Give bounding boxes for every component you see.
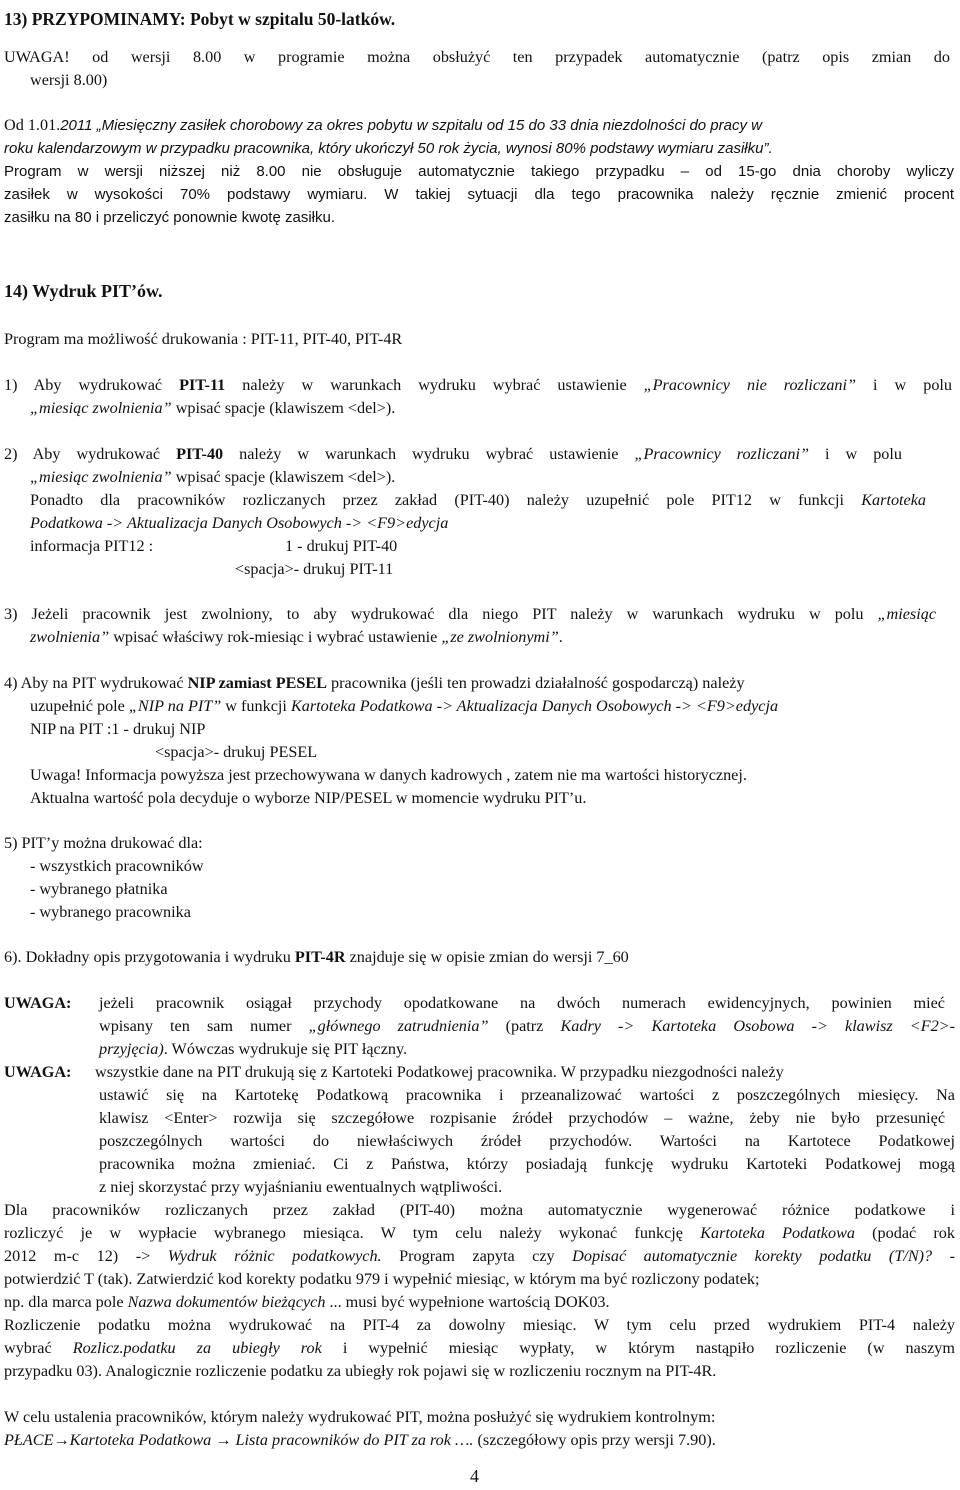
item-4-nip-option-2: <spacja>- drukuj PESEL	[155, 743, 318, 761]
uwaga-1-label: UWAGA:	[4, 994, 72, 1012]
item-3-line-2: zwolnienia” wpisać właściwy rok-miesiąc i wybrać ustawienie „ze zwolnionymi”.	[30, 628, 563, 646]
uwaga-2-line-4: poszczególnych wartości do niewłaściwych źródeł przychodów. Wartości na Kartotece Podatkowej	[99, 1132, 955, 1150]
section-13-para-line-5: zasiłku na 80 i przeliczyć ponownie kwotę zasiłku.	[4, 209, 335, 226]
diff-line-3: 2012 m-c 12) -> Wydruk różnic podatkowych. Program zapyta czy Dopisać automatycznie korekty podatku (T/N)? -	[4, 1247, 956, 1265]
diff-line-2: rozliczyć je w wypłacie wybranego miesiąca. W tym celu należy wykonać funkcję Kartoteka Podatkowa (podać rok	[4, 1224, 955, 1242]
uwaga-1-line-1: jeżeli pracownik osiągał przychody opodatkowane na dwóch numerach ewidencyjnych, powinien mieć	[99, 994, 945, 1012]
item-4-note-line-1: Uwaga! Informacja powyższa jest przechowywana w danych kadrowych , zatem nie ma wartości historycznej.	[30, 766, 747, 784]
item-2-pit12-option-2: <spacja>- drukuj PIT-11	[235, 560, 394, 578]
settle-line-1: Rozliczenie podatku można wydrukować na PIT-4 za dowolny miesiąc. W tym celu przed wydrukiem PIT-4 należy	[4, 1316, 955, 1334]
item-2-line-1: 2) Aby wydrukować PIT-40 należy w warunkach wydruku wybrać ustawienie „Pracownicy rozliczani” i w polu	[4, 445, 902, 463]
section-13-warning: UWAGA! od wersji 8.00 w programie można obsłużyć ten przypadek automatycznie (patrz opis zmian do	[4, 48, 950, 66]
item-1-line-1: 1) Aby wydrukować PIT-11 należy w warunkach wydruku wybrać ustawienie „Pracownicy nie rozliczani” i w polu	[4, 376, 953, 394]
section-13-warning-cont: wersji 8.00)	[30, 71, 108, 89]
diff-line-4: potwierdzić T (tak). Zatwierdzić kod korekty podatku 979 i wypełnić miesiąc, w którym ma być rozliczony podatek;	[4, 1270, 760, 1288]
uwaga-2-line-5: pracownika można zmieniać. Ci z Państwa, którzy posiadają funkcję wydruku Kartoteki Podatkowej mogą	[99, 1155, 955, 1173]
item-5-title: 5) PIT’y można drukować dla:	[4, 834, 203, 852]
section-13-para-line-3: Program w wersji niższej niż 8.00 nie obsługuje automatycznie takiego przypadku – od 15-go dnia choroby wyliczy	[4, 163, 954, 180]
item-5-option-3: - wybranego pracownika	[30, 903, 191, 921]
item-2-line-3: Ponadto dla pracowników rozliczanych przez zakład (PIT-40) należy uzupełnić pole PIT12 w funkcji Kartoteka	[30, 491, 926, 509]
settle-line-2: wybrać Rozlicz.podatku za ubiegły rok i wypełnić miesiąc wypłaty, w którym nastąpiło rozliczenie (w naszym	[4, 1339, 955, 1357]
item-4-nip-option-1: NIP na PIT :1 - drukuj NIP	[30, 720, 206, 738]
uwaga-2-line-3: klawisz <Enter> rozwija się szczegółowe rozpisanie źródeł przychodów – ważne, żeby nie było przesunięć	[99, 1109, 945, 1127]
item-5-option-1: - wszystkich pracowników	[30, 857, 204, 875]
item-5-option-2: - wybranego płatnika	[30, 880, 168, 898]
item-1-line-2: „miesiąc zwolnienia” wpisać spacje (klawiszem <del>).	[30, 399, 396, 417]
item-6-line: 6). Dokładny opis przygotowania i wydruku PIT-4R znajduje się w opisie zmian do wersji 7_60	[4, 948, 629, 966]
uwaga-1-line-2: wpisany ten sam numer „głównego zatrudnienia” (patrz Kadry -> Kartoteka Osobowa -> klawisz <F2>-	[99, 1017, 955, 1035]
uwaga-1-line-3: przyjęcia). Wówczas wydrukuje się PIT łączny.	[99, 1040, 408, 1058]
section-13-para-line-4: zasiłek w wysokości 70% podstawy wymiaru. W takiej sytuacji dla tego pracownika należy ręcznie zmienić procent	[4, 186, 954, 203]
uwaga-2-line-1: wszystkie dane na PIT drukują się z Kartoteki Podatkowej pracownika. W przypadku niezgodności należy	[95, 1063, 784, 1081]
item-2-line-4: Podatkowa -> Aktualizacja Danych Osobowych -> <F9>edycja	[30, 514, 449, 532]
uwaga-2-line-2: ustawić się na Kartotekę Podatkową pracownika i przeanalizować wartości z poszczególnych miesięcy. Na	[99, 1086, 955, 1104]
item-4-line-2: uzupełnić pole „NIP na PIT” w funkcji Kartoteka Podatkowa -> Aktualizacja Danych Osobowych -> <F9>edycja	[30, 697, 779, 715]
section-14-title: 14) Wydruk PIT’ów.	[4, 281, 163, 301]
item-2-line-2: „miesiąc zwolnienia” wpisać spacje (klawiszem <del>).	[30, 468, 396, 486]
item-3-line-1: 3) Jeżeli pracownik jest zwolniony, to aby wydrukować dla niego PIT należy w warunkach wydruku w polu „miesiąc	[4, 605, 936, 623]
control-print-line-1: W celu ustalenia pracowników, którym należy wydrukować PIT, można posłużyć się wydrukiem kontrolnym:	[4, 1408, 716, 1426]
section-14-intro: Program ma możliwość drukowania : PIT-11, PIT-40, PIT-4R	[4, 330, 403, 348]
item-2-pit12-label: informacja PIT12 :	[30, 537, 154, 555]
item-2-pit12-option-1: 1 - drukuj PIT-40	[285, 537, 398, 555]
settle-line-3: przypadku 03). Analogicznie rozliczenie podatku za ubiegły rok pojawi się w rozliczeniu rocznym na PIT-4R.	[4, 1362, 717, 1380]
page-number: 4	[470, 1466, 479, 1486]
diff-line-1: Dla pracowników rozliczanych przez zakład (PIT-40) można automatycznie wygenerować różnice podatkowe i	[4, 1201, 955, 1219]
control-print-line-2: PŁACE→Kartoteka Podatkowa → Lista pracowników do PIT za rok …. (szczegółowy opis przy wersji 7.90).	[4, 1431, 716, 1449]
item-4-note-line-2: Aktualna wartość pola decyduje o wyborze NIP/PESEL w momencie wydruku PIT’u.	[30, 789, 587, 807]
item-4-line-1: 4) Aby na PIT wydrukować NIP zamiast PESEL pracownika (jeśli ten prowadzi działalność gospodarczą) należy	[4, 674, 745, 692]
diff-line-5: np. dla marca pole Nazwa dokumentów bieżących ... musi być wypełnione wartością DOK03.	[4, 1293, 610, 1311]
section-13-para-line-1: Od 1.01.2011 „Miesięczny zasiłek chorobowy za okres pobytu w szpitalu od 15 do 33 dnia niezdolności do pracy w	[4, 116, 762, 134]
section-13-title: 13) PRZYPOMINAMY: Pobyt w szpitalu 50-latków.	[4, 9, 396, 29]
uwaga-2-label: UWAGA:	[4, 1063, 72, 1081]
section-13-para-line-2: roku kalendarzowym w przypadku pracownika, który ukończył 50 rok życia, wynosi 80% podstawy wymiaru zasiłku”.	[4, 140, 773, 157]
uwaga-2-line-6: z niej skorzystać przy wyjaśnianiu ewentualnych wątpliwości.	[99, 1178, 503, 1196]
